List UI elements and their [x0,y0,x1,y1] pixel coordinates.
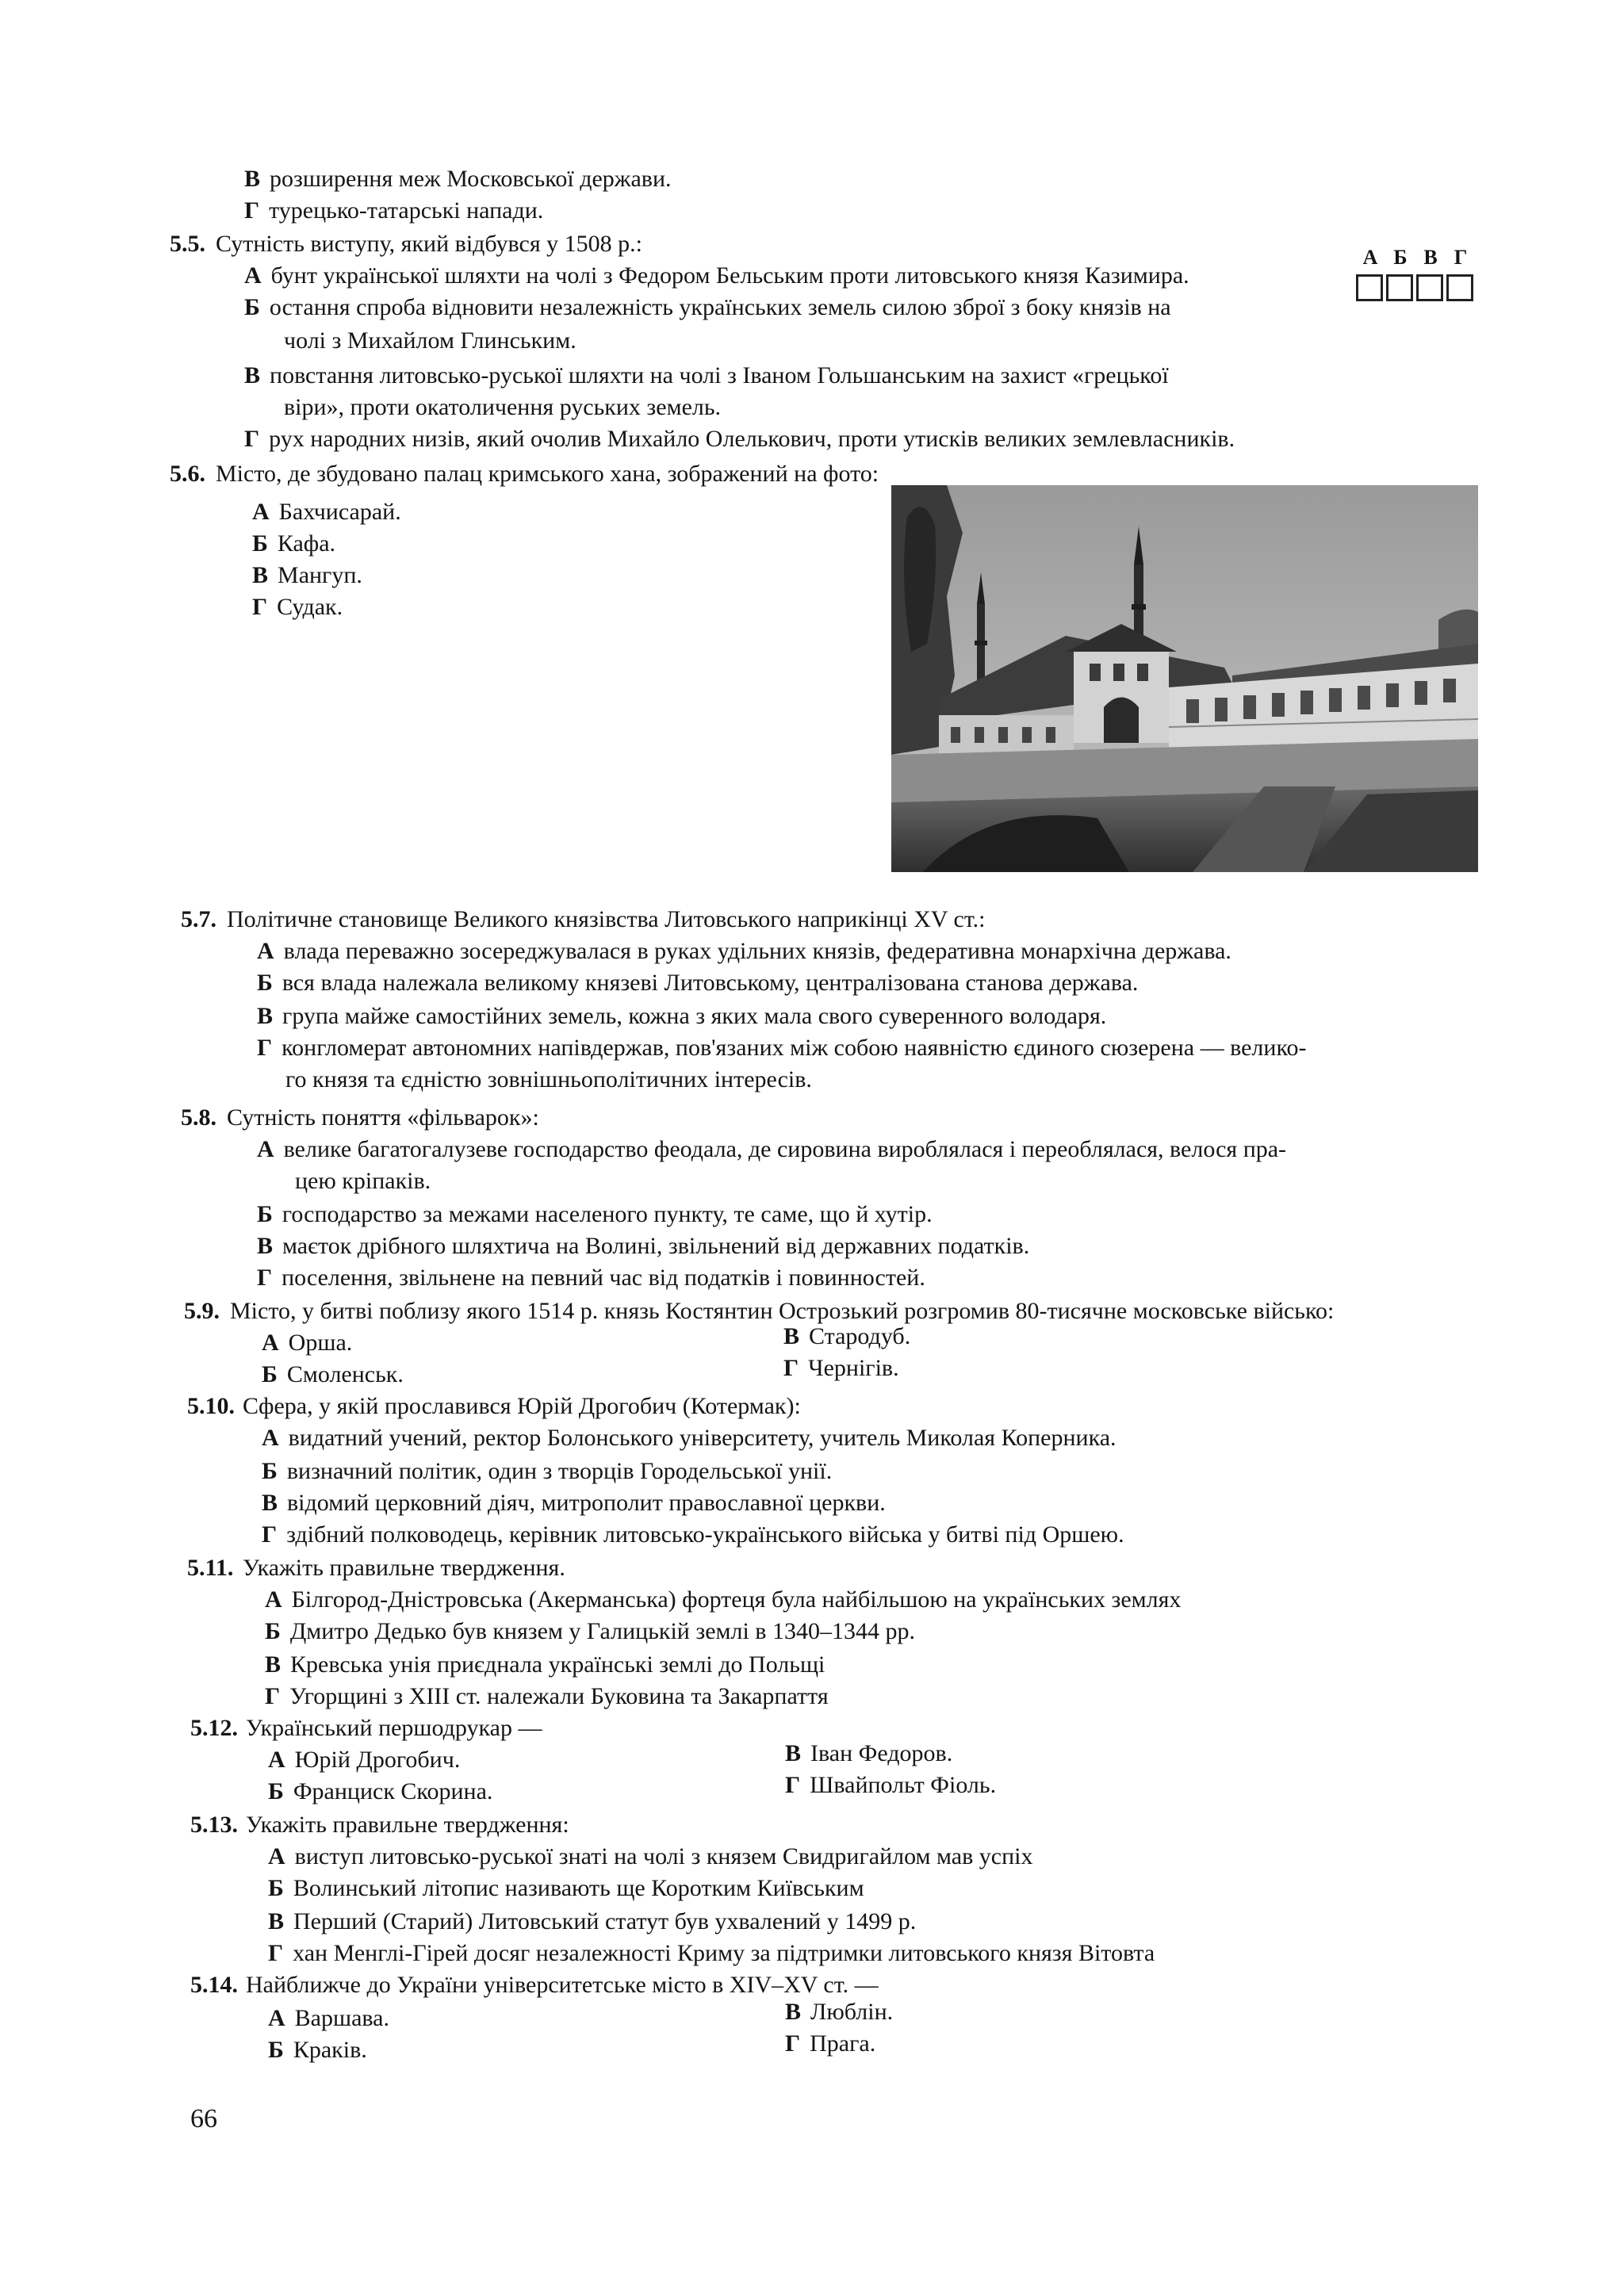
option-text: Юрій Дрогобич. [294,1747,461,1773]
question-line [190,1971,879,1999]
option-letter: А [262,1330,279,1356]
answer-option [262,1329,352,1357]
option-letter: В [244,166,261,192]
option-text: Білгород-Дністровська (Акерманська) фортеця була найбільшою на українських землях [291,1586,1182,1613]
answer-letter-b: Б [1393,246,1408,269]
option-letter: В [783,1323,800,1349]
question-text: Найближче до України університетське місто в XIV–XV ст. — [246,1972,879,1998]
option-continuation: цею кріпаків. [295,1168,431,1194]
khan-palace-image [891,485,1478,872]
option-letter: В [785,1740,802,1766]
option-letter: Б [244,294,260,320]
option-text: розширення меж Московської держави. [270,166,672,192]
answer-box-a[interactable] [1356,274,1383,301]
option-letter: В [252,562,269,588]
question-line [187,1392,801,1421]
option-text: Швайпольт Фіоль. [810,1772,997,1798]
option-letter: Б [268,1875,284,1901]
option-text: Мангуп. [278,562,362,588]
option-letter: Б [268,2037,284,2063]
option-continuation: чолі з Михайлом Глинським. [284,327,576,354]
option-text: Орша. [288,1330,353,1356]
answer-box-g[interactable] [1446,274,1473,301]
option-text: визначний політик, один з творців Городельської унії. [286,1458,833,1484]
option-text: виступ литовсько-руської знаті на чолі з князем Свидригайлом мав успіх [294,1843,1033,1869]
answer-option [785,1998,893,2026]
answer-option [262,1424,1116,1452]
question-line [181,1104,539,1132]
answer-option [268,1939,1155,1968]
option-letter: Б [265,1618,281,1644]
option-text: остання спроба відновити незалежність українських земель силою зброї з боку князів на [269,294,1171,320]
option-letter: А [265,1586,282,1613]
option-letter: В [257,1003,274,1029]
question-number: 5.8. [181,1104,216,1131]
question-text: Сутність виступу, який відбувся у 1508 р.: [216,231,642,257]
question-number: 5.9. [184,1298,220,1324]
option-continuation: віри», проти окатоличення руських земель. [284,394,722,420]
question-number: 5.7. [181,906,216,932]
answer-box-v[interactable] [1416,274,1443,301]
option-text: велике багатогалузеве господарство феодала, де сировина вироблялася і переоблялася, велося пра- [283,1136,1287,1162]
question-line [190,1811,569,1839]
option-letter: Г [785,2030,801,2057]
question-text: Місто, де збудовано палац кримського хана, зображений на фото: [216,461,879,487]
answer-option [244,197,543,225]
option-text: Угорщині з XIII ст. належали Буковина та Закарпаття [289,1683,829,1709]
option-letter: А [268,1843,285,1869]
option-text: Чернігів. [808,1355,899,1381]
question-line [181,905,986,934]
answer-boxes [1356,274,1475,303]
option-letter: Г [265,1683,281,1709]
option-text: Іван Федоров. [810,1740,953,1766]
answer-option [257,1034,1306,1062]
option-text: маєток дрібного шляхтича на Волині, звільнений від державних податків. [282,1233,1030,1259]
answer-grid [1356,246,1475,306]
option-text: вся влада належала великому князеві Литовському, централізована станова держава. [282,970,1139,996]
option-letter: В [785,1999,802,2025]
answer-option [268,1908,916,1936]
question-number: 5.14. [190,1972,238,1998]
option-text: Кафа. [277,530,336,557]
question-line [190,1714,542,1743]
option-letter: А [257,1136,274,1162]
answer-option [262,1489,886,1517]
page-number: 66 [190,2104,217,2133]
option-letter: Г [252,594,268,620]
option-letter: Г [257,1035,273,1061]
answer-letter-v: В [1423,246,1438,269]
answer-option [257,1200,933,1229]
answer-option [268,1843,1033,1871]
answer-option [252,530,335,558]
option-letter: В [244,362,261,388]
option-letter: В [268,1908,285,1934]
option-text: Франциск Скорина. [293,1778,493,1804]
option-letter: Г [244,197,260,224]
question-number: 5.6. [170,461,205,487]
answer-option [265,1617,915,1646]
option-letter: В [257,1233,274,1259]
option-text: Судак. [277,594,343,620]
answer-option [257,937,1231,966]
khan-palace-photo [891,485,1478,872]
option-text: господарство за межами населеного пункту, те саме, що й хутір. [282,1201,933,1227]
option-letter: Г [244,426,260,452]
option-text: Волинський літопис називають ще Коротким Київським [293,1875,864,1901]
answer-option [268,1874,864,1903]
option-text: Варшава. [294,2005,389,2031]
answer-option [252,498,401,526]
option-letter: А [268,1747,285,1773]
option-text: повстання литовсько-руської шляхти на чолі з Іваном Гольшанським на захист «грецької [270,362,1169,388]
question-number: 5.10. [187,1393,235,1419]
option-letter: В [262,1490,278,1516]
option-text: Дмитро Дедько був князем у Галицькій землі в 1340–1344 рр. [289,1618,915,1644]
answer-option [257,1232,1029,1261]
answer-option [265,1651,825,1679]
option-letter: Б [268,1778,284,1804]
answer-option [268,1777,492,1806]
answer-option [244,293,1171,322]
option-letter: Б [262,1361,278,1387]
option-text: Перший (Старий) Литовський статут був ухвалений у 1499 р. [293,1908,917,1934]
option-text: влада переважно зосереджувалася в руках удільних князів, федеративна монархічна держава. [283,938,1231,964]
option-text: Смоленськ. [286,1361,404,1387]
option-letter: А [257,938,274,964]
answer-option [268,2004,389,2033]
option-letter: Б [252,530,268,557]
question-text: Укажіть правильне твердження. [243,1555,565,1581]
option-letter: Г [785,1772,801,1798]
question-text: Сутність поняття «фільварок»: [227,1104,539,1131]
option-letter: А [262,1425,279,1451]
option-text: Стародуб. [809,1323,911,1349]
answer-option [785,1739,952,1768]
option-text: конгломерат автономних напівдержав, пов'язаних між собою наявністю єдиного сюзерена — велико- [282,1035,1307,1061]
option-letter: В [265,1651,282,1678]
question-number: 5.5. [170,231,205,257]
answer-option [262,1521,1124,1549]
answer-option [265,1682,829,1711]
option-letter: А [268,2005,285,2031]
answer-option [252,561,362,590]
answer-option [244,165,672,193]
answer-option [257,1264,925,1292]
answer-option [262,1457,832,1486]
option-text: поселення, звільнене на певний час від податків і повинностей. [282,1265,925,1291]
option-text: Кревська унія приєднала українські землі до Польщі [290,1651,825,1678]
option-text: Прага. [810,2030,876,2057]
option-text: видатний учений, ректор Болонського університету, учитель Миколая Коперника. [288,1425,1116,1451]
answer-option [265,1586,1181,1614]
option-letter: Г [268,1940,284,1966]
answer-option [244,262,1189,290]
option-text: бунт української шляхти на чолі з Федором Бельським проти литовського князя Казимира. [270,262,1189,289]
question-line [170,230,642,258]
question-number: 5.13. [190,1812,238,1838]
option-continuation: го князя та єдністю зовнішньополітичних інтересів. [285,1066,812,1093]
option-letter: Б [257,1201,273,1227]
option-letter: Г [783,1355,799,1381]
option-text: Краків. [293,2037,367,2063]
option-letter: Б [257,970,273,996]
answer-option [262,1360,404,1389]
answer-option [244,425,1235,453]
answer-option [783,1322,910,1351]
option-letter: Г [262,1521,278,1548]
answer-option [257,1002,1106,1031]
question-number: 5.11. [187,1555,234,1581]
answer-option [268,2036,367,2064]
option-text: група майже самостійних земель, кожна з яких мала свого суверенного володаря. [282,1003,1107,1029]
question-line [184,1297,1334,1326]
answer-box-b[interactable] [1386,274,1413,301]
option-letter: Г [257,1265,273,1291]
question-text: Укажіть правильне твердження: [246,1812,569,1838]
answer-option [257,1135,1286,1164]
option-letter: А [252,499,270,525]
question-text: Сфера, у якій прославився Юрій Дрогобич (Котермак): [243,1393,801,1419]
answer-letter-g: Г [1454,246,1468,269]
option-text: здібний полководець, керівник литовсько-українського війська у битві під Оршею. [286,1521,1124,1548]
option-text: Бахчисарай. [278,499,401,525]
option-text: рух народних низів, який очолив Михайло Олелькович, проти утисків великих землевласників. [269,426,1235,452]
answer-letter-a: А [1362,246,1378,269]
question-text: Український першодрукар — [246,1715,542,1741]
answer-option [785,1771,996,1800]
question-text: Місто, у битві поблизу якого 1514 р. князь Костянтин Острозький розгромив 80-тисячне московське військо: [230,1298,1335,1324]
answer-option [783,1354,899,1383]
answer-option [244,362,1169,390]
option-text: турецько-татарські напади. [269,197,544,224]
question-line [170,460,879,488]
answer-option [785,2030,875,2058]
answer-option [257,969,1138,997]
option-letter: Б [262,1458,278,1484]
option-letter: А [244,262,262,289]
option-text: Люблін. [810,1999,894,2025]
option-text: відомий церковний діяч, митрополит православної церкви. [287,1490,886,1516]
question-line [187,1554,565,1582]
question-number: 5.12. [190,1715,238,1741]
option-text: хан Менглі-Гірей досяг незалежності Криму за підтримки литовського князя Вітовта [293,1940,1155,1966]
answer-option [268,1746,460,1774]
answer-option [252,593,343,622]
answer-grid-header [1356,246,1475,270]
question-text: Політичне становище Великого князівства Литовського наприкінці XV ст.: [227,906,986,932]
